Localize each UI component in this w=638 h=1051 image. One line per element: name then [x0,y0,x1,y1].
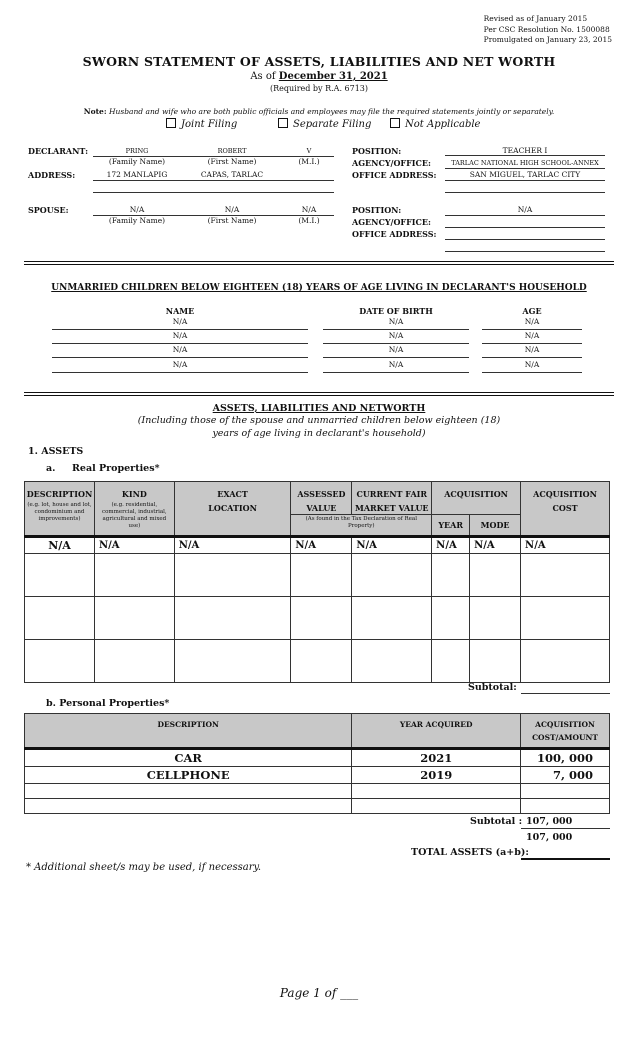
pp-item-year: 2021 [352,749,521,767]
declarant-family-name-caption: (Family Name) [108,157,166,166]
pp-subtotal-label: Subtotal : [470,816,523,827]
rp-cell: N/A [94,537,174,554]
joint-filing-option[interactable] [166,118,237,130]
table-row [25,767,610,784]
separate-filing-checkbox[interactable] [278,118,288,128]
rp-cell: N/A [174,537,291,554]
personal-properties-table [24,713,610,814]
page-number: Page 1 of ___ [279,986,359,1000]
declarant-position: TEACHER I [502,146,548,155]
real-subtotal-label: Subtotal: [468,682,517,693]
spouse-position-label: POSITION: [352,205,402,215]
agency-label: AGENCY/OFFICE: [352,158,431,168]
address-line-2: CAPAS, TARLAC [200,170,264,179]
pp-h-cost-2: COST/AMOUNT [532,733,598,742]
revision-line-3: Promulgated on January 23, 2015 [483,35,612,44]
address-label: ADDRESS: [28,170,76,180]
separate-filing-label: Separate Filing [293,119,372,130]
spouse-agency-label: AGENCY/OFFICE: [352,217,431,227]
rp-cell: N/A [352,537,432,554]
revision-line-1: Revised as of January 2015 [483,14,588,23]
declarant-label: DECLARANT: [28,146,89,156]
pp-h-cost-1: ACQUISITION [535,720,595,729]
required-by: (Required by R.A. 6713) [269,84,369,93]
rp-h-mode: MODE [470,515,521,537]
table-row [25,537,610,554]
rp-h-assessed-2: VALUE [306,503,337,513]
rp-cell: N/A [25,537,95,554]
declarant-first-name: ROBERT [217,147,247,155]
rp-h-location-2: LOCATION [208,503,257,513]
pp-item-year: 2019 [352,767,521,784]
table-row [25,749,610,767]
note-label: Note: [83,107,107,116]
rp-h-tax-note: (As found in the Tax Declaration of Real Property) [291,515,432,537]
pp-h-description: DESCRIPTION [25,714,352,749]
spouse-office-address-label: OFFICE ADDRESS: [352,229,437,239]
rp-h-year: YEAR [432,515,470,537]
declarant-mi: V [306,147,312,155]
table-row [25,597,610,640]
child-dob: N/A [388,359,404,369]
child-name: N/A [172,331,188,341]
separate-filing-option[interactable] [278,118,371,130]
total-assets-label: TOTAL ASSETS (a+b): [411,847,529,858]
pp-item-description: CAR [25,749,352,767]
rp-h-assessed-1: ASSESSED [297,489,346,499]
declarant-office-address: SAN MIGUEL, TARLAC CITY [469,170,581,179]
as-of-label: As of [250,71,276,82]
table-row [25,640,610,683]
rp-h-kind-note: (e.g. residential, commercial, industrial, agricultural and mixed use) [102,502,167,529]
pp-item-cost: 7, 000 [521,767,610,784]
not-applicable-option[interactable] [390,118,480,130]
not-applicable-checkbox[interactable] [390,118,400,128]
spouse-first-name-caption: (First Name) [207,216,257,225]
alnw-heading: ASSETS, LIABILITIES AND NETWORTH [212,403,426,414]
rp-h-cost-2: COST [552,503,578,513]
declarant-mi-caption: (M.I.) [298,157,320,166]
spouse-mi-caption: (M.I.) [298,216,320,225]
joint-filing-label: Joint Filing [181,119,238,130]
spouse-mi: N/A [301,205,317,214]
child-age: N/A [524,331,540,341]
form-title: SWORN STATEMENT OF ASSETS, LIABILITIES AND NET WORTH [82,54,556,69]
child-name: N/A [172,359,188,369]
rp-h-kind: KIND [121,489,147,499]
rp-cell: N/A [432,537,470,554]
declarant-family-name: PRING [125,147,149,155]
rp-h-location-1: EXACT [217,489,248,499]
table-row [25,554,610,597]
spouse-first-name: N/A [224,205,240,214]
child-age: N/A [524,345,540,355]
spouse-family-name-caption: (Family Name) [108,216,166,225]
personal-properties-heading: b. Personal Properties* [46,698,170,709]
revision-note [484,14,612,46]
child-age: N/A [524,359,540,369]
child-dob: N/A [388,317,404,326]
pp-item-description: CELLPHONE [25,767,352,784]
children-col-name: NAME [165,306,195,316]
as-of-date: December 31, 2021 [278,71,388,82]
child-age: N/A [524,317,540,326]
rp-h-fmv-1: CURRENT FAIR [356,489,428,499]
assets-heading: 1. ASSETS [28,446,84,457]
table-row [25,799,610,814]
real-properties-table [24,481,610,683]
spouse-position: N/A [517,205,533,214]
rp-h-description: DESCRIPTION [26,489,93,499]
table-row [25,784,610,799]
spouse-label: SPOUSE: [28,205,69,215]
child-name: N/A [172,345,188,355]
total-assets-value: 107, 000 [526,832,573,843]
spouse-family-name: N/A [129,205,145,214]
child-name: N/A [172,317,188,326]
rp-cell: N/A [291,537,352,554]
address-line-1: 172 MANLAPIG [106,170,168,179]
declarant-agency: TARLAC NATIONAL HIGH SCHOOL-ANNEX [451,159,599,167]
revision-line-2: Per CSC Resolution No. 1500088 [483,24,610,34]
pp-subtotal: 107, 000 [526,816,573,827]
declarant-first-name-caption: (First Name) [207,157,257,166]
alnw-sub-2: years of age living in declarant's household) [212,428,426,439]
rp-h-description-note: (e.g. lot, house and lot, condominium and improvements) [27,502,92,522]
office-address-label: OFFICE ADDRESS: [352,170,437,180]
position-label: POSITION: [352,146,402,156]
real-properties-heading: a. Real Properties* [46,463,160,474]
alnw-sub-1: (Including those of the spouse and unmarried children below eighteen (18) [137,415,501,426]
children-col-dob: DATE OF BIRTH [359,306,433,316]
children-heading: UNMARRIED CHILDREN BELOW EIGHTEEN (18) YEARS OF AGE LIVING IN DECLARANT'S HOUSEHOLD [51,283,587,293]
rp-h-acquisition: ACQUISITION [444,489,508,499]
pp-item-cost: 100, 000 [521,749,610,767]
rp-cell: N/A [470,537,521,554]
joint-filing-checkbox[interactable] [166,118,176,128]
as-of-line [0,71,638,82]
child-dob: N/A [388,345,404,355]
pp-h-year: YEAR ACQUIRED [352,714,521,749]
note [0,107,638,116]
rp-h-cost-1: ACQUISITION [533,489,597,499]
children-col-age: AGE [522,306,542,316]
footnote: * Additional sheet/s may be used, if necessary. [26,862,262,873]
note-text: Husband and wife who are both public officials and employees may file the required statements jointly or separately. [108,107,555,116]
child-dob: N/A [388,331,404,341]
rp-cell: N/A [521,537,610,554]
not-applicable-label: Not Applicable [405,119,481,130]
rp-h-fmv-2: MARKET VALUE [354,503,429,513]
